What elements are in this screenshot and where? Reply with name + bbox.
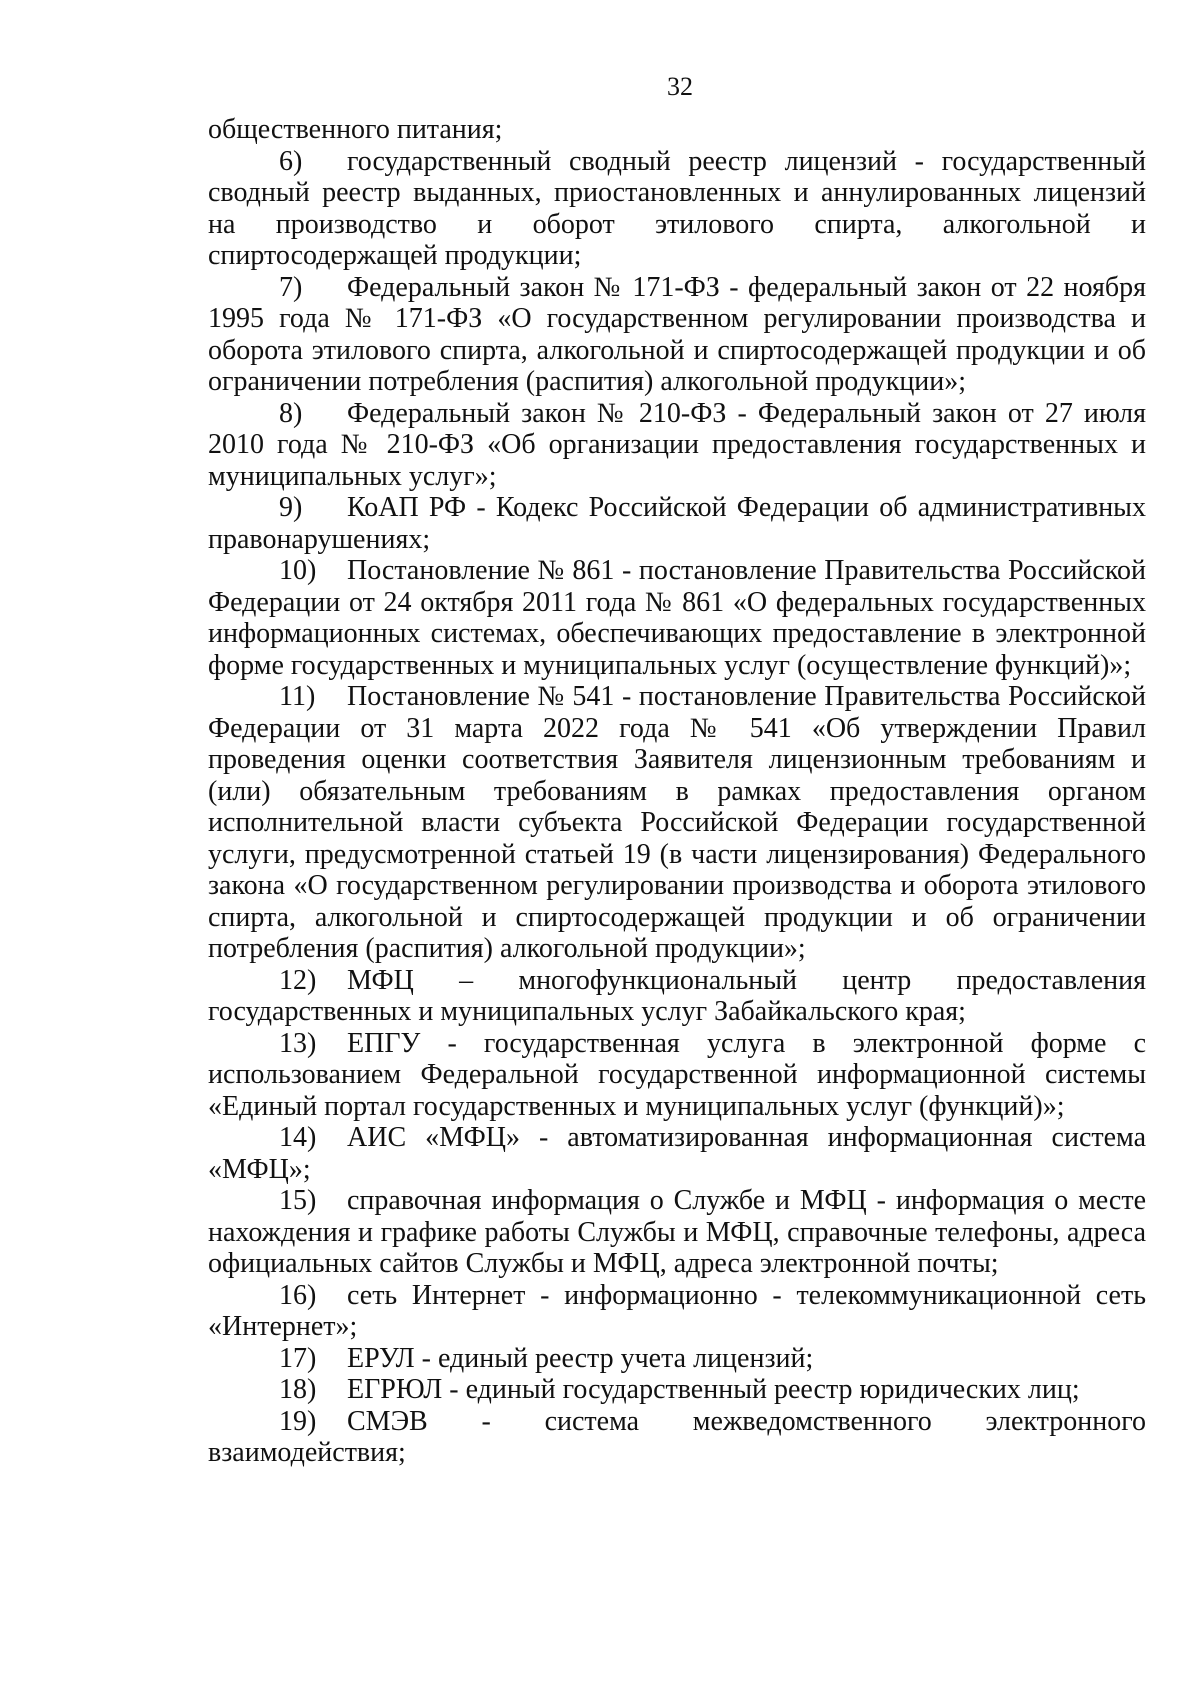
list-item-number: 10) <box>279 555 317 586</box>
list-item-text: справочная информация о Службе и МФЦ - информация о месте нахождения и графике работы Службы и МФЦ, справочные телефоны, адреса официальных сайтов Службы и МФЦ, адреса электронной почты; <box>208 1185 1146 1279</box>
list-item-text: Постановление № 541 - постановление Правительства Российской Федерации от 31 марта 2022 года № 541 «Об утверждении Правил проведения оценки соответствия Заявителя лицензионным требованиям и (или) обязательным требованиям в рамках предоставления органом исполнительной власти субъекта Российской Федерации государственной услуги, предусмотренной статьей 19 (в части лицензирования) Федерального закона «О государственном регулировании производства и оборота этилового спирта, алкогольной и спиртосодержащей продукции и об ограничении потребления (распития) алкогольной продукции»; <box>208 681 1146 964</box>
list-item <box>208 1343 1146 1375</box>
list-item <box>208 965 1146 1028</box>
list-item-text: МФЦ – многофункциональный центр предоставления государственных и муниципальных услуг Забайкальского края; <box>208 964 1146 1027</box>
list-item <box>208 1185 1146 1280</box>
list-item <box>208 492 1146 555</box>
list-item <box>208 146 1146 272</box>
list-item <box>208 272 1146 398</box>
list-item <box>208 681 1146 965</box>
list-item-number: 9) <box>279 492 303 523</box>
list-item-number: 14) <box>279 1122 317 1153</box>
list-item-number: 16) <box>279 1279 317 1311</box>
list-item-text: ЕРУЛ - единый реестр учета лицензий; <box>347 1342 814 1374</box>
list-item-text: СМЭВ - система межведомственного электронного взаимодействия; <box>208 1405 1146 1468</box>
document-body <box>208 114 1146 1469</box>
list-item-number: 12) <box>279 964 317 996</box>
list-item-number: 7) <box>279 271 303 303</box>
list-item-text: КоАП РФ - Кодекс Российской Федерации об административных правонарушениях; <box>208 492 1146 555</box>
list-item-number: 6) <box>279 145 303 177</box>
list-item-text: Федеральный закон № 210-ФЗ - Федеральный закон от 27 июля 2010 года № 210-ФЗ «Об организации предоставления государственных и муниципальных услуг»; <box>208 397 1146 492</box>
list-item <box>208 398 1146 493</box>
list-item-number: 19) <box>279 1405 317 1437</box>
page-number: 32 <box>667 72 693 101</box>
list-item-text: ЕГРЮЛ - единый государственный реестр юридических лиц; <box>347 1374 1080 1405</box>
list-item-number: 17) <box>279 1342 317 1374</box>
list-item <box>208 1280 1146 1343</box>
list-item-number: 11) <box>279 681 316 712</box>
list-item-number: 13) <box>279 1027 317 1059</box>
list-item-text: Федеральный закон № 171-ФЗ - федеральный закон от 22 ноября 1995 года № 171-ФЗ «О государственном регулировании производства и оборота этилового спирта, алкогольной и спиртосодержащей продукции и об ограничении потребления (распития) алкогольной продукции»; <box>208 271 1146 397</box>
list-item-text: сеть Интернет - информационно - телекоммуникационной сеть «Интернет»; <box>208 1279 1146 1342</box>
paragraph-text: общественного питания; <box>208 114 503 145</box>
list-item <box>208 1028 1146 1123</box>
list-item-text: Постановление № 861 - постановление Правительства Российской Федерации от 24 октября 2011 года № 861 «О федеральных государственных информационных системах, обеспечивающих предоставление в электронной форме государственных и муниципальных услуг (осуществление функций)»; <box>208 555 1146 681</box>
paragraph-continuation <box>208 114 1146 146</box>
list-item <box>208 1406 1146 1469</box>
list-item <box>208 555 1146 681</box>
list-item-text: государственный сводный реестр лицензий - государственный сводный реестр выданных, приостановленных и аннулированных лицензий на производство и оборот этилового спирта, алкогольной и спиртосодержащей продукции; <box>208 145 1146 271</box>
list-item-text: ЕПГУ - государственная услуга в электронной форме с использованием Федеральной государственной информационной системы «Единый портал государственных и муниципальных услуг (функций)»; <box>208 1027 1146 1122</box>
list-item-number: 8) <box>279 397 303 429</box>
list-item <box>208 1374 1146 1406</box>
list-item-number: 15) <box>279 1185 317 1216</box>
list-item <box>208 1122 1146 1185</box>
list-item-text: АИС «МФЦ» - автоматизированная информационная система «МФЦ»; <box>208 1122 1146 1185</box>
list-item-number: 18) <box>279 1374 317 1405</box>
